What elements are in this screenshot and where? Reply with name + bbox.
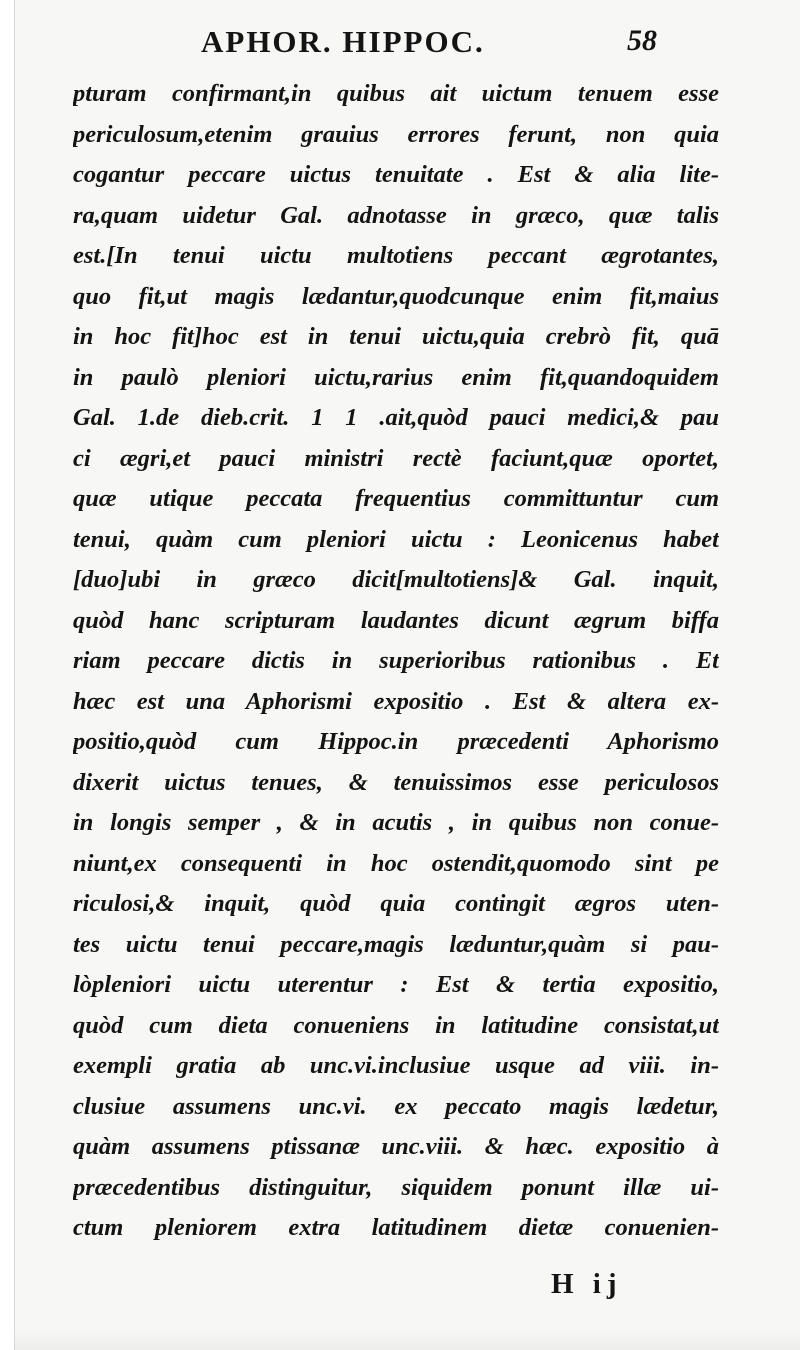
text-line: quo fit,ut magis lædantur,quodcunque enim fit,maius — [73, 282, 719, 310]
signature-mark: H ij — [551, 1268, 623, 1300]
text-line: dixerit uictus tenues, & tenuissimos esse periculosos — [73, 768, 719, 796]
text-line: quòd cum dieta conueniens in latitudine consistat,ut — [73, 1011, 719, 1039]
text-line: in longis semper , & in acutis , in quibus non conue- — [73, 809, 719, 836]
page-header — [15, 24, 800, 64]
text-line: quæ utique peccata frequentius committuntur cum — [73, 485, 719, 512]
book-page — [14, 0, 800, 1350]
text-line: in hoc fit]hoc est in tenui uictu,quia crebrò fit, quā — [73, 323, 719, 350]
running-title: APHOR. HIPPOC. — [201, 24, 485, 59]
text-line: est.[In tenui uictu multotiens peccant ægrotantes, — [73, 242, 719, 269]
text-line: positio,quòd cum Hippoc.in præcedenti Aphorismo — [73, 728, 719, 755]
text-line: pturam confirmant,in quibus ait uictum tenuem esse — [73, 80, 719, 107]
text-line: clusiue assumens unc.vi. ex peccato magis lædetur, — [73, 1092, 719, 1120]
text-line: lòpleniori uictu uterentur : Est & tertia expositio, — [73, 971, 719, 998]
text-line: riculosi,& inquit, quòd quia contingit ægros uten- — [73, 890, 719, 917]
body-text — [73, 74, 719, 1249]
text-line: ctum pleniorem extra latitudinem dietæ conuenien- — [73, 1214, 719, 1241]
text-line: tenui, quàm cum pleniori uictu : Leonicenus habet — [73, 525, 719, 553]
text-line: quòd hanc scripturam laudantes dicunt ægrum biffa — [73, 606, 719, 634]
page-bottom-edge — [15, 1330, 800, 1350]
text-line: niunt,ex consequenti in hoc ostendit,quomodo sint pe — [73, 849, 719, 877]
page-number: 58 — [627, 24, 657, 57]
text-line: hæc est una Aphorismi expositio . Est & altera ex- — [73, 687, 719, 715]
text-line: riam peccare dictis in superioribus rationibus . Et — [73, 647, 719, 674]
text-line: exempli gratia ab unc.vi.inclusiue usque ad viii. in- — [73, 1052, 719, 1079]
text-line: ra,quam uidetur Gal. adnotasse in græco, quæ talis — [73, 201, 719, 229]
text-line: Gal. 1.de dieb.crit. 1 1 .ait,quòd pauci medici,& pau — [73, 404, 719, 431]
text-line: tes uictu tenui peccare,magis læduntur,quàm si pau- — [73, 930, 719, 958]
text-line: periculosum,etenim grauius errores ferunt, non quia — [73, 120, 719, 148]
text-line: [duo]ubi in græco dicit[multotiens]& Gal. inquit, — [73, 566, 719, 593]
text-line: in paulò pleniori uictu,rarius enim fit,quandoquidem — [73, 363, 719, 391]
text-line: præcedentibus distinguitur, siquidem ponunt illæ ui- — [73, 1173, 719, 1201]
text-line: cogantur peccare uictus tenuitate . Est & alia lite- — [73, 161, 719, 188]
text-line: quàm assumens ptissanæ unc.viii. & hæc. expositio à — [73, 1133, 719, 1160]
text-line: ci ægri,et pauci ministri rectè faciunt,quæ oportet, — [73, 444, 719, 472]
